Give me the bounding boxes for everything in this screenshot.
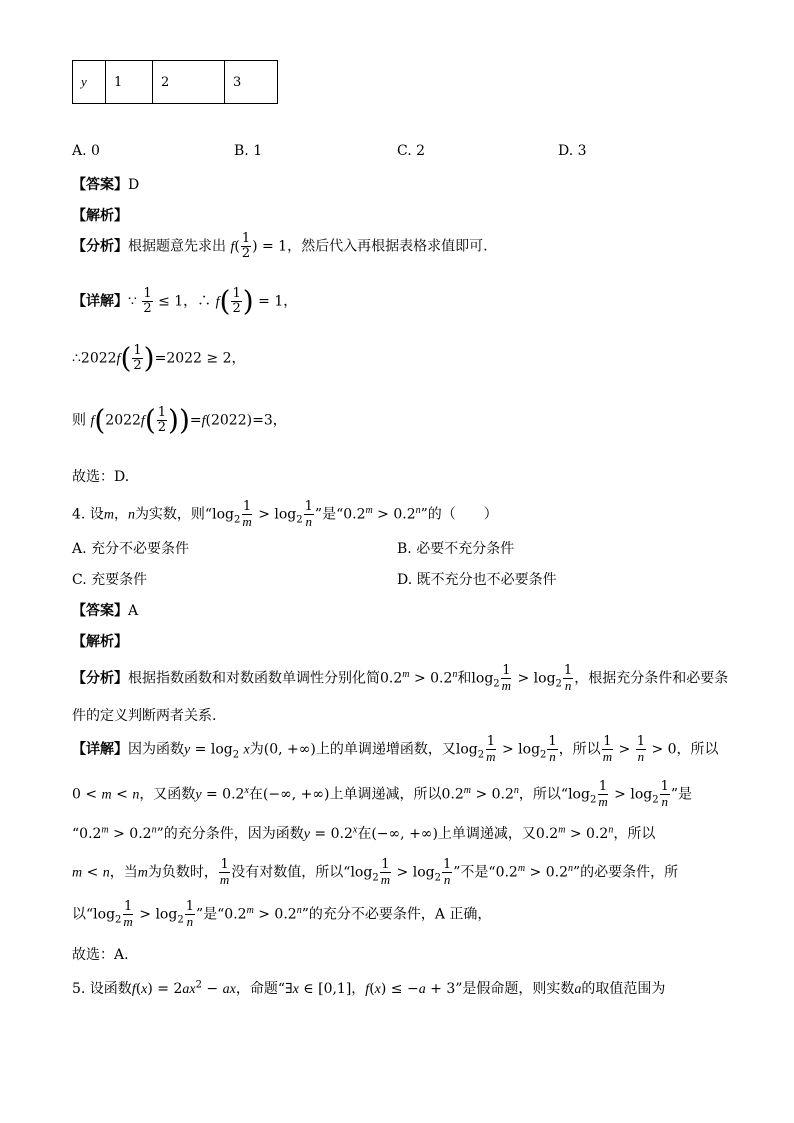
q4-option-a: A. 充分不必要条件: [72, 541, 190, 557]
q3-answer: 【答案】D: [72, 177, 140, 193]
q3-option-d: D. 3: [558, 143, 587, 159]
q4-answer: 【答案】A: [72, 603, 139, 619]
q3-conclusion: 故选：D.: [72, 469, 130, 485]
q4-xiangjie-line5: 以“$\log_2$ $\frac{1}{m}$ > $\log_2$ $\frac{1}{n}$ ”是“$0.2^m > 0.2^n$”的充分不必要条件，A 正确，: [72, 899, 492, 929]
q3-xiangjie-line3: 则 f(2022f( $\frac{1}{2}$ ))=f(2022)=3，: [72, 403, 287, 437]
q3-option-a: A. 0: [72, 143, 100, 159]
q4-xiangjie-line4: m < n，当m为负数时， $\frac{1}{m}$ 没有对数值，所以“$\log_2$ $\frac{1}{m}$ > $\log_2$ $\frac{1}{n}$ ”不是“$0.2^m > 0.2^n$”的必要条件，所: [72, 857, 679, 887]
q4-option-d: D. 既不充分也不必要条件: [397, 572, 557, 588]
table-cell: 3: [225, 61, 278, 104]
q5-stem: 5. 设函数$f(x) = 2ax^2$ − ax，命题“∃x ∈ [0,1]，f(x) ≤ −a + 3”是假命题，则实数a的取值范围为: [72, 979, 666, 997]
q3-analysis-tag: 【解析】: [72, 208, 128, 224]
q4-stem: 4. 设m，n为实数，则“$\log_2$ $\frac{1}{m}$ > $\log_2$ $\frac{1}{n}$ ”是“$0.2^m > 0.2^n$”的（ ）: [72, 499, 498, 529]
q3-xiangjie-line2: ∴2022f( $\frac{1}{2}$ )=2022 ≥ 2，: [72, 341, 246, 375]
q4-fenxi-line2: 件的定义判断两者关系.: [72, 708, 217, 724]
value-table: [72, 60, 278, 104]
q3-option-c: C. 2: [397, 143, 426, 159]
q3-fenxi: 【分析】根据题意先求出 f( $\frac{1}{2}$ ) = 1，然后代入再根据表格求值即可.: [72, 231, 488, 261]
q4-xiangjie-line3: “$0.2^m > 0.2^n$”的充分条件，因为函数$y = 0.2^x$在(−∞, +∞)上单调递减，又$0.2^m > 0.2^n$，所以: [72, 824, 656, 842]
q4-fenxi-line1: 【分析】根据指数函数和对数函数单调性分别化简$0.2^m > 0.2^n$和$\log_2$ $\frac{1}{m}$ > $\log_2$ $\frac{1}{n}$ ，根据充分条件和必要条: [72, 663, 729, 693]
q4-xiangjie-line2: 0 < m < n，又函数$y = 0.2^x$在(−∞, +∞)上单调递减，所以$0.2^m > 0.2^n$，所以“$\log_2$ $\frac{1}{m}$ > $\log_2$ $\frac{1}{n}$ ”是: [72, 779, 693, 809]
q3-option-b: B. 1: [234, 143, 263, 159]
table-header-y: y: [73, 61, 106, 104]
q4-option-b: B. 必要不充分条件: [397, 541, 515, 557]
table-cell: 1: [106, 61, 153, 104]
q4-option-c: C. 充要条件: [72, 572, 148, 588]
q4-conclusion: 故选：A.: [72, 947, 129, 963]
q4-xiangjie-line1: 【详解】因为函数$y = \log_2 x$为(0, +∞)上的单调递增函数，又$\log_2$ $\frac{1}{m}$ > $\log_2$ $\frac{1}{n}$ ，所以 $\frac{1}{m}$ > $\frac{1}{n}$ > 0，所以: [72, 734, 719, 764]
q4-analysis-tag: 【解析】: [72, 634, 128, 650]
table-cell: 2: [153, 61, 225, 104]
q3-xiangjie-line1: 【详解】∵ $\frac{1}{2}$ ≤ 1，∴ f( $\frac{1}{2}$ ) = 1，: [72, 284, 298, 318]
